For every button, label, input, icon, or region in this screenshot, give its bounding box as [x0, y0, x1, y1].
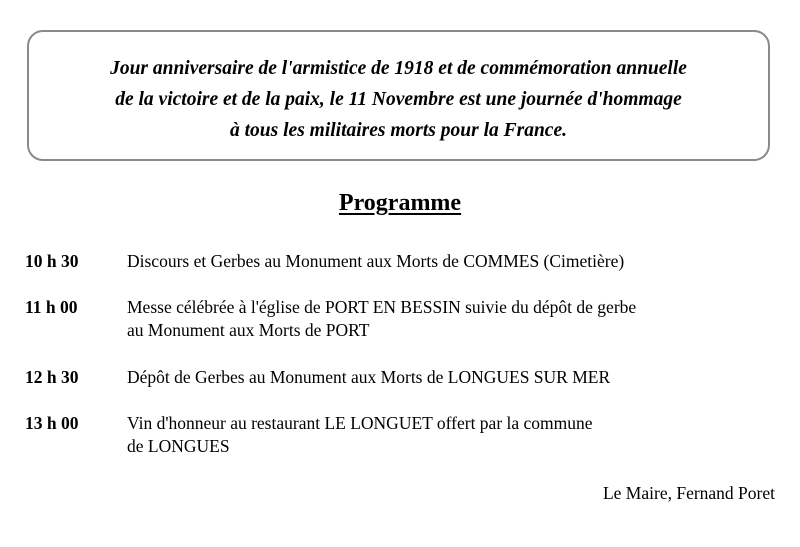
programme-heading	[0, 188, 800, 218]
event-description	[127, 296, 636, 342]
event-description-line: Vin d'honneur au restaurant LE LONGUET offert par la commune	[127, 413, 593, 433]
intro-line: Jour anniversaire de l'armistice de 1918 et de commémoration annuelle	[110, 58, 687, 79]
event-description-line: Messe célébrée à l'église de PORT EN BESSIN suivie du dépôt de gerbe	[127, 297, 637, 317]
event-time: 11 h 00	[25, 297, 78, 317]
event-description-line: Dépôt de Gerbes au Monument aux Morts de LONGUES SUR MER	[127, 367, 611, 387]
event-time: 13 h 00	[25, 413, 79, 433]
event-description-line: au Monument aux Morts de PORT	[127, 320, 370, 340]
event-description-line: Discours et Gerbes au Monument aux Morts de COMMES (Cimetière)	[127, 251, 625, 271]
event-description	[127, 366, 610, 389]
event-time: 10 h 30	[25, 251, 79, 271]
programme-heading-text: Programme	[338, 190, 462, 216]
event-description	[127, 250, 624, 273]
intro-line: de la victoire et de la paix, le 11 Novembre est une journée d'hommage	[115, 89, 682, 110]
intro-text	[29, 53, 768, 146]
signature: Le Maire, Fernand Poret	[602, 483, 775, 503]
event-time: 12 h 30	[25, 367, 79, 387]
event-description	[127, 412, 593, 458]
intro-box	[27, 30, 770, 161]
event-description-line: de LONGUES	[127, 436, 230, 456]
intro-line: à tous les militaires morts pour la France.	[230, 120, 567, 141]
